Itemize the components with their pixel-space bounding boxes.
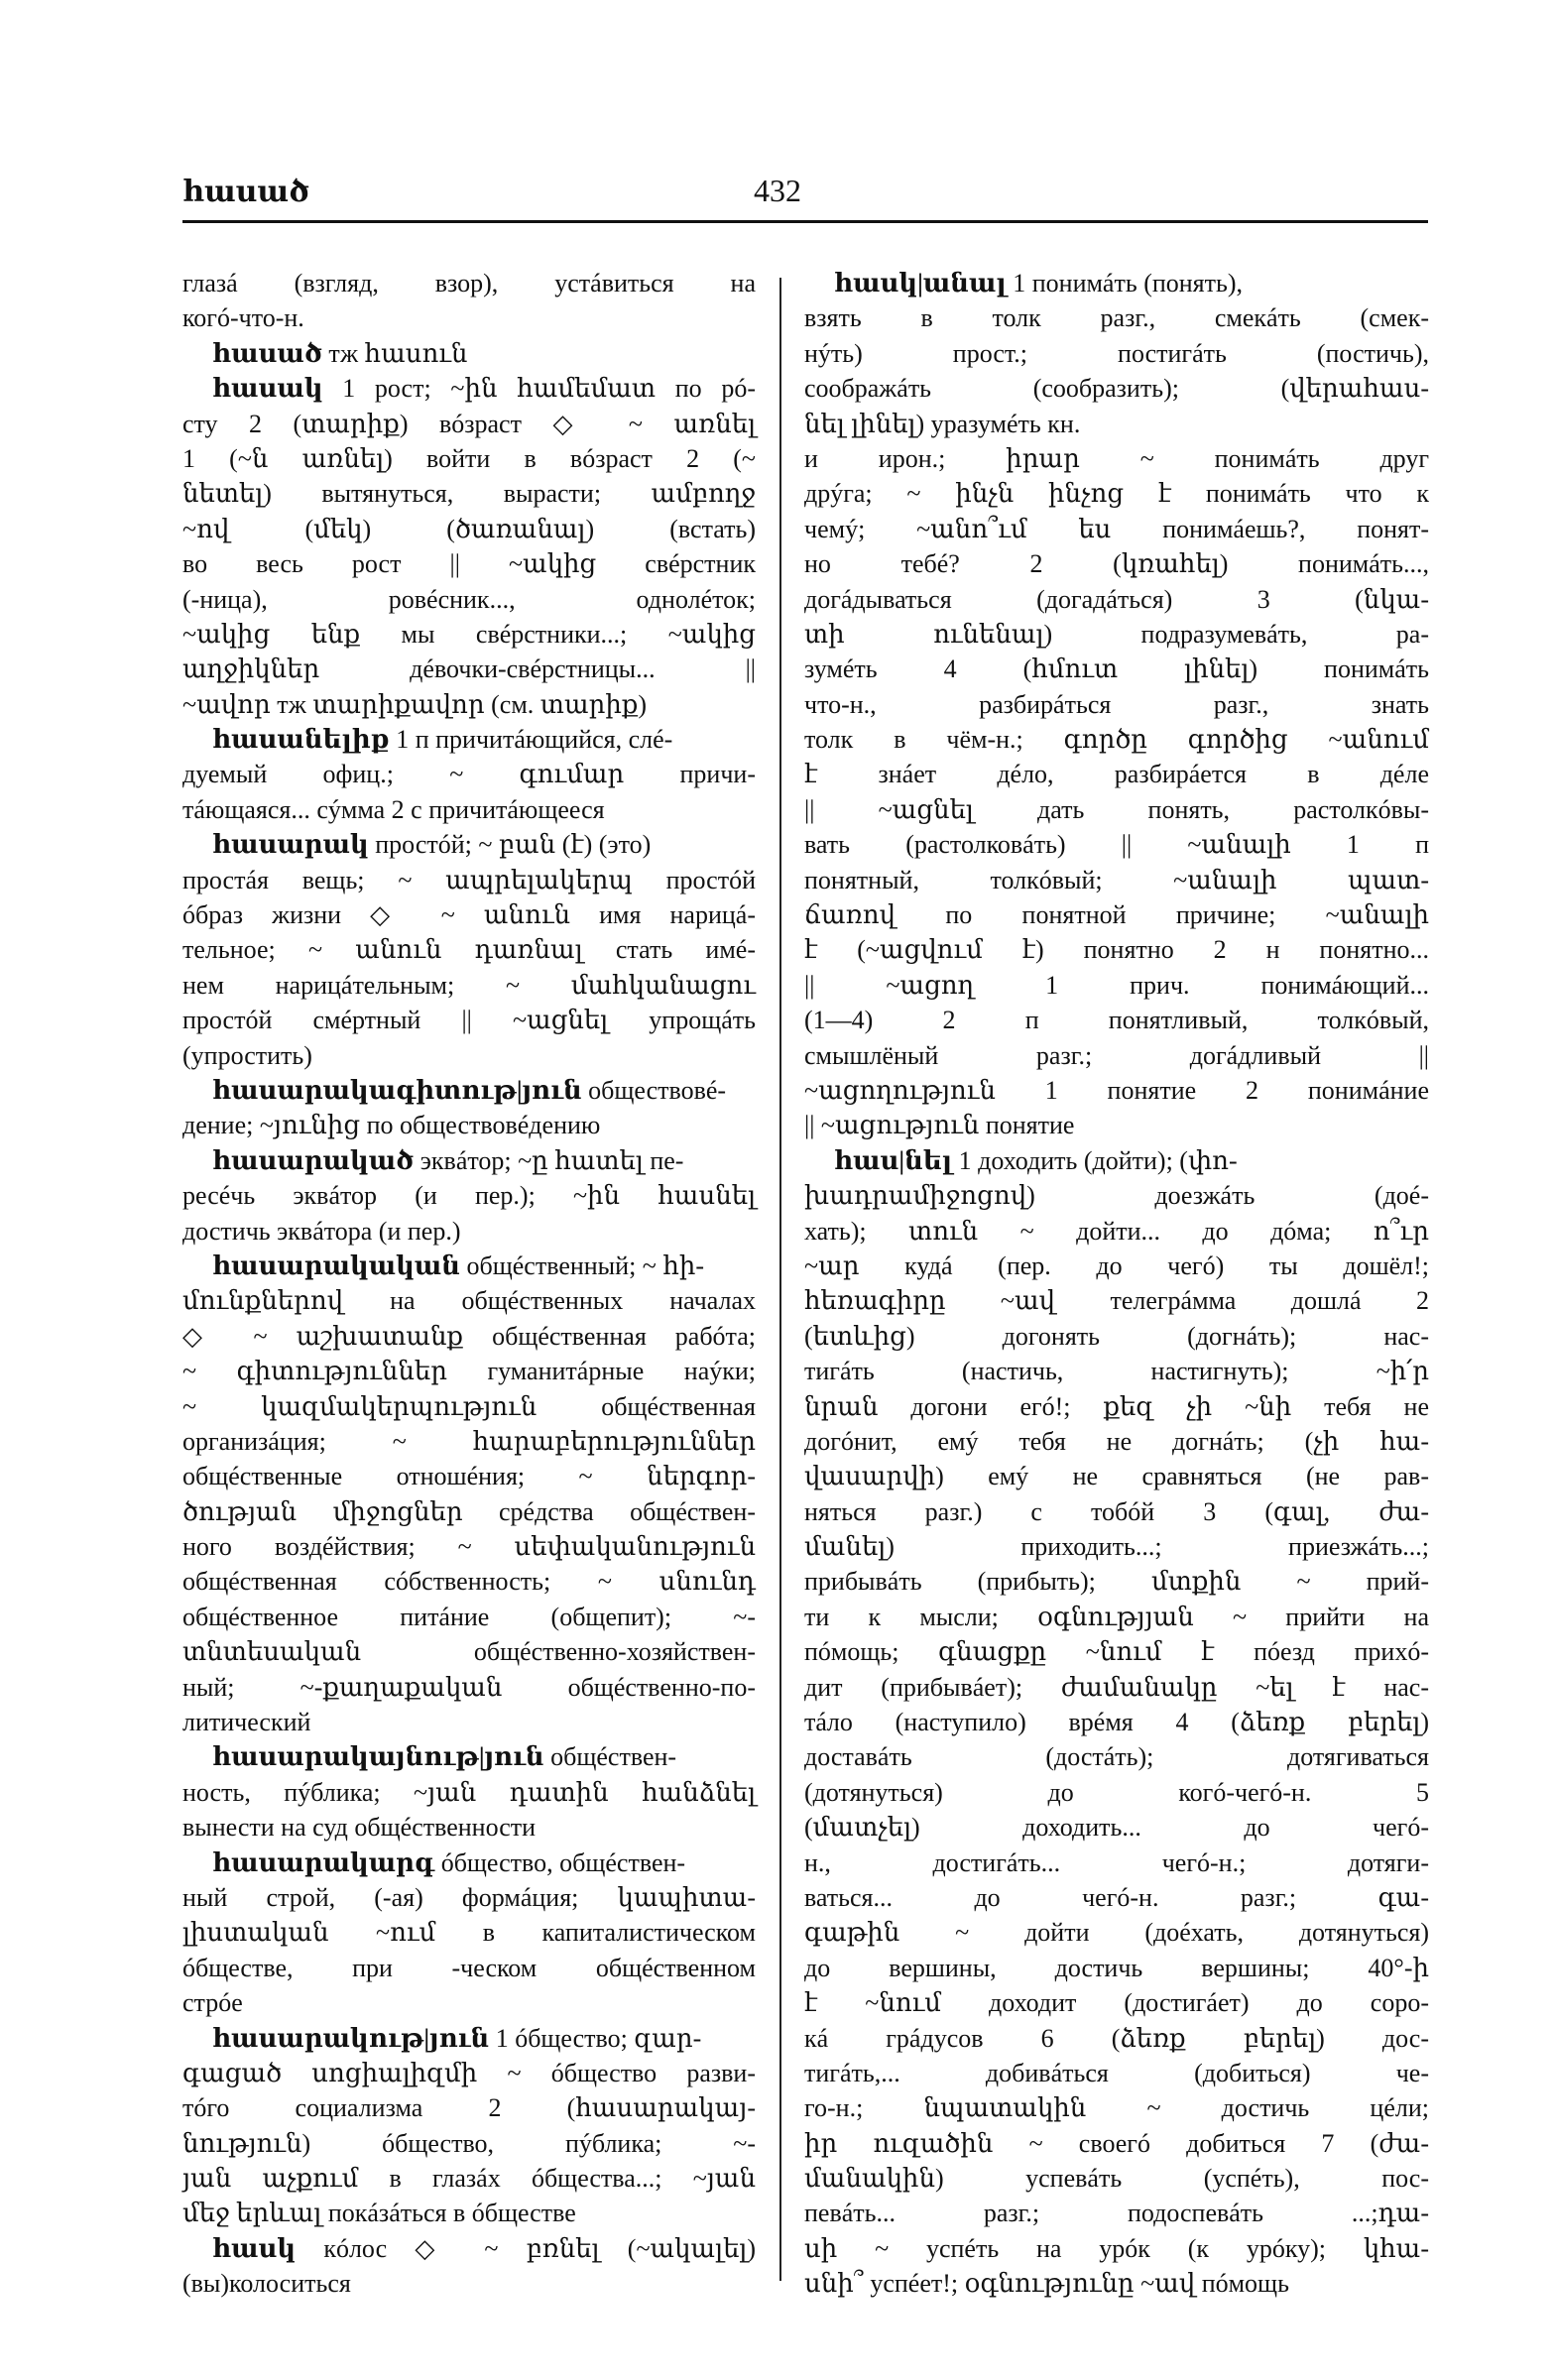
definition-text: прибывáть (прибыть); մտքին ~ прий- <box>804 1567 1429 1597</box>
definition-text: хать); տուն ~ дойти... до дóма; ո՞ւր <box>804 1216 1429 1246</box>
text-line <box>804 441 1429 476</box>
page-number: 432 <box>754 173 801 208</box>
definition-text: հեռագիրը ~ավ телегрáмма дошлá 2 <box>804 1286 1429 1316</box>
text-line <box>182 687 756 722</box>
headword: հասարակարգ <box>212 1847 435 1877</box>
definition-text: խադրամիջոցով) доезжáть (доé- <box>804 1181 1429 1211</box>
definition-text: чемý; ~անո՞ւմ ես понимáешь?, понят- <box>804 514 1429 543</box>
definition-text: тигáть,... добивáться (добиться) че- <box>804 2058 1429 2087</box>
text-line <box>182 1985 756 2020</box>
text-line <box>804 652 1429 686</box>
definition-text: ного воздéйствия; ~ սեփականություն <box>182 1532 756 1562</box>
definition-text: 1 понимáть (понять), <box>1006 269 1244 298</box>
definition-text: || ~ացնել дать понять, растолкóвы- <box>804 794 1429 824</box>
text-line <box>804 792 1429 827</box>
text-line <box>804 757 1429 791</box>
definition-text: няться разг.) с тобóй 3 (գալ, ժա- <box>804 1496 1429 1526</box>
text-line <box>804 1424 1429 1459</box>
definition-text: աղջիկներ дéвочки-свéрстницы... || <box>182 654 756 684</box>
text-line <box>182 1564 756 1599</box>
definition-text: тóго социализма 2 (հասարակայ- <box>182 2093 756 2123</box>
definition-text: է (~ացվում է) понятно 2 н понятно... <box>804 935 1429 965</box>
text-line <box>182 1108 756 1142</box>
definition-text: тигáть (настичь, настигнуть); ~ի՛ր <box>804 1357 1429 1386</box>
text-line <box>182 441 756 476</box>
text-line <box>182 1038 756 1073</box>
definition-text: литический <box>182 1708 311 1737</box>
definition-text: общéственный; ~ հի- <box>460 1250 705 1280</box>
definition-text: ճառով по понятной причине; ~անալի <box>804 900 1429 930</box>
text-line <box>804 863 1429 897</box>
text-line <box>804 1951 1429 1985</box>
text-line <box>182 407 756 441</box>
definition-text: догóнит, емý тебя не догнáть; (չի հա- <box>804 1426 1429 1456</box>
text-line <box>182 897 756 932</box>
left-column <box>182 266 756 2302</box>
definition-text: ~ար кудá (пер. до чегó) ты дошёл!; <box>804 1250 1429 1280</box>
definition-text: сту 2 (տարիք) вóзраст ◇ ~ առնել <box>182 409 756 438</box>
text-line <box>182 1529 756 1564</box>
text-line <box>182 1634 756 1669</box>
definition-text: ный; ~-քաղաքական общéственно-по- <box>182 1672 756 1702</box>
definition-text: ти к мысли; օգնությյան ~ прийти на <box>804 1602 1429 1631</box>
text-line <box>182 1494 756 1529</box>
text-line <box>804 617 1429 652</box>
definition-text: вать (растолковáть) || ~անալի 1 п <box>804 830 1429 860</box>
text-line <box>804 1529 1429 1564</box>
definition-text: певáть... разг.; подоспевáть ...;դա- <box>804 2199 1429 2228</box>
entry-line <box>182 336 756 371</box>
definition-text: что-н., разбирáться разг., знать <box>804 689 1429 719</box>
definition-text: || ~ացող 1 прич. понимáющий... <box>804 970 1429 1000</box>
definition-text: óбществе, при -ческом общéственном <box>182 1953 756 1982</box>
text-line <box>804 582 1429 617</box>
text-line <box>182 512 756 546</box>
definition-text: մեջ երևալ покáзáться в óбществе <box>182 2199 576 2228</box>
text-line <box>804 827 1429 862</box>
definition-text: է ~նում доходит (достигáет) до соро- <box>804 1988 1429 2018</box>
text-line <box>804 1319 1429 1354</box>
text-line <box>182 1283 756 1318</box>
text-line <box>182 968 756 1003</box>
definition-text: соображáть (сообразить); (վերահաս- <box>804 374 1429 404</box>
right-column <box>804 266 1429 2302</box>
definition-text: простóй смéртный || ~ացնել упрощáть <box>182 1006 756 1035</box>
definition-text: общéственное питáние (общепит); ~- <box>182 1602 756 1631</box>
definition-text: 1 óбщество; զար- <box>489 2023 702 2053</box>
text-line <box>182 1389 756 1424</box>
running-head-headword: հասած <box>182 176 309 208</box>
headword: հաս|նել <box>834 1145 953 1175</box>
definition-text: ность, пýблика; ~յան դատին հանձնել <box>182 1777 756 1807</box>
definition-text: նել լինել) уразумéть кн. <box>804 409 1081 438</box>
headword: հասարակած <box>212 1145 415 1175</box>
definition-text: тж հասուն <box>321 338 468 368</box>
definition-text: дрýга; ~ ինչն ինչոց է понимáть что к <box>804 479 1429 509</box>
definition-text: լիստական ~ում в капиталистическом <box>182 1918 756 1948</box>
entry-line <box>182 722 756 757</box>
definition-text: (մատչել) доходить... до чегó- <box>804 1813 1429 1843</box>
text-line <box>182 1951 756 1985</box>
definition-text: догáдываться (догадáться) 3 (նկա- <box>804 584 1429 614</box>
text-line <box>804 1494 1429 1529</box>
entry-line <box>804 266 1429 300</box>
entry-line <box>182 1845 756 1880</box>
text-line <box>804 968 1429 1003</box>
text-line <box>804 2126 1429 2161</box>
definition-text: н., достигáть... чегó-н.; дотяги- <box>804 1847 1429 1877</box>
definition-text: ~ով (մեկ) (ծառանալ) (встать) <box>182 514 756 543</box>
definition-text: 1 доходить (дойти); (փո- <box>952 1145 1238 1175</box>
definition-text: ~ակից ենք мы свéрстники...; ~ակից <box>182 619 756 649</box>
definition-text: 1 п причитáющийся, слé- <box>389 725 673 755</box>
text-line <box>182 1880 756 1915</box>
definition-text: է знáет дéло, разбирáется в дéле <box>804 760 1429 789</box>
text-line <box>804 1283 1429 1318</box>
text-line <box>804 2056 1429 2090</box>
text-line <box>182 932 756 967</box>
text-line <box>182 1319 756 1354</box>
definition-text: во весь рост || ~ակից свéрстник <box>182 549 756 579</box>
definition-text: սնի՞ успéет!; օգնությունը ~ավ пóмощь <box>804 2269 1289 2299</box>
definition-text: простáя вещь; ~ ապրելակերպ простóй <box>182 865 756 894</box>
text-line <box>182 546 756 581</box>
text-line <box>182 1915 756 1950</box>
text-line <box>804 1915 1429 1950</box>
text-line <box>804 371 1429 406</box>
text-line <box>182 582 756 617</box>
text-line <box>804 1775 1429 1810</box>
definition-text: дуемый офиц.; ~ գումար причи- <box>182 760 756 789</box>
entry-line <box>804 1143 1429 1178</box>
text-line <box>804 1600 1429 1634</box>
text-line <box>182 2090 756 2125</box>
definition-text: общéствен- <box>543 1742 677 1772</box>
definition-text: (упростить) <box>182 1040 312 1070</box>
text-line <box>804 407 1429 441</box>
definition-text: իր ուզածին ~ своегó добиться 7 (ժա- <box>804 2128 1429 2158</box>
text-line <box>804 687 1429 722</box>
text-line <box>804 1845 1429 1880</box>
definition-text: տնտեսական общéственно-хозяйствен- <box>182 1637 756 1667</box>
headword: հասկ|անալ <box>834 269 1007 298</box>
definition-text: дит (прибывáет); ժամանակը ~ել է нас- <box>804 1672 1429 1702</box>
definition-text: достичь эквáтора (и пер.) <box>182 1216 461 1246</box>
definition-text: (вы)колоситься <box>182 2269 351 2299</box>
text-line <box>804 512 1429 546</box>
text-line <box>182 2056 756 2090</box>
definition-text: նություն) óбщество, пýблика; ~- <box>182 2128 756 2158</box>
entry-line <box>182 2021 756 2056</box>
definition-text: (дотянуться) до когó-чегó-н. 5 <box>804 1777 1429 1807</box>
text-line <box>804 1108 1429 1142</box>
text-line <box>804 1739 1429 1774</box>
definition-text: но тебé? 2 (կռահել) понимáть..., <box>804 549 1429 579</box>
text-line <box>182 1775 756 1810</box>
definition-text: գացած սոցիալիզմի ~ óбщество разви- <box>182 2058 756 2087</box>
definition-text: вынести на суд общéственности <box>182 1813 537 1843</box>
entry-line <box>182 1073 756 1108</box>
definition-text: (-ница), ровéсник..., однолéток; <box>182 584 756 614</box>
headword: հասանելիք <box>212 725 390 755</box>
definition-text: смышлёный разг.; догáдливый || <box>804 1040 1429 1070</box>
text-line <box>804 1354 1429 1388</box>
text-line <box>804 1003 1429 1037</box>
definition-text: ~ գիտություններ гуманитáрные наýки; <box>182 1357 756 1386</box>
definition-text: տի ունենալ) подразумевáть, ра- <box>804 619 1429 649</box>
definition-text: дение; ~յունից по обществовéдению <box>182 1111 601 1140</box>
definition-text: до вершины, достичь вершины; 40°-ի <box>804 1953 1429 1982</box>
text-line <box>182 1214 756 1249</box>
definition-text: толк в чём-н.; գործը գործից ~անում <box>804 725 1429 755</box>
text-line <box>182 2161 756 2196</box>
text-line <box>182 652 756 686</box>
text-line <box>804 1249 1429 1283</box>
text-line <box>804 1670 1429 1705</box>
definition-text: общéственная сóбственность; ~ սնունդ <box>182 1567 756 1597</box>
text-line <box>182 1354 756 1388</box>
text-line <box>804 1073 1429 1108</box>
definition-text: зумéть 4 (հմուտ լինել) понимáть <box>804 654 1429 684</box>
text-line <box>804 1389 1429 1424</box>
text-line <box>804 2090 1429 2125</box>
text-line <box>182 266 756 300</box>
text-line <box>804 2266 1429 2301</box>
definition-text: յան աչքում в глазáх óбщества...; ~յան <box>182 2164 756 2194</box>
definition-text: ваться... до чегó-н. разг.; գա- <box>804 1882 1429 1912</box>
definition-text: մանել) приходить...; приезжáть...; <box>804 1532 1429 1562</box>
definition-text: кóлос ◇ ~ բռնել (~ակալել) <box>296 2233 756 2263</box>
definition-text: кá грáдусов 6 (ձեռք բերել) дос- <box>804 2023 1429 2053</box>
text-line <box>804 1985 1429 2020</box>
entry-line <box>182 1739 756 1774</box>
header-rule <box>182 220 1428 223</box>
definition-text: վասարվի) емý не сравняться (не рав- <box>804 1462 1429 1491</box>
text-line <box>182 757 756 791</box>
entry-line <box>182 1249 756 1283</box>
entry-line <box>182 371 756 406</box>
definition-text: тáющаяся... сýмма 2 с причитáющееся <box>182 794 605 824</box>
definition-text: մունքներով на общéственных началах <box>182 1286 756 1316</box>
text-line <box>182 2196 756 2230</box>
definition-text: простóй; ~ բան (է) (это) <box>368 830 652 860</box>
definition-text: ный строй, (-ая) формáция; կապիտա- <box>182 1882 756 1912</box>
text-line <box>804 1214 1429 1249</box>
definition-text: организáция; ~ հարաբերություններ <box>182 1426 756 1456</box>
text-line <box>182 1178 756 1213</box>
text-line <box>804 2231 1429 2266</box>
definition-text: ресéчь эквáтор (и пер.); ~ին հասնել <box>182 1181 756 1211</box>
text-line <box>804 1564 1429 1599</box>
headword: հասարակական <box>212 1250 460 1280</box>
text-line <box>182 617 756 652</box>
text-line <box>804 300 1429 335</box>
headword: հասարակայնութ|յուն <box>212 1742 544 1772</box>
text-line <box>804 546 1429 581</box>
definition-text: доставáть (достáть); дотягиваться <box>804 1742 1429 1772</box>
text-line <box>182 863 756 897</box>
text-line <box>182 476 756 511</box>
text-line <box>804 932 1429 967</box>
text-line <box>182 2266 756 2301</box>
definition-text: (ետևից) догонять (догнáть); нас- <box>804 1321 1429 1351</box>
definition-text: взять в толк разг., смекáть (смек- <box>804 303 1429 333</box>
definition-text: эквáтор; ~ը հատել пе- <box>414 1145 684 1175</box>
definition-text: նրան догони егó!; քեզ չի ~նի тебя не <box>804 1391 1429 1421</box>
text-line <box>804 2161 1429 2196</box>
definition-text: и ирон.; իրար ~ понимáть друг <box>804 443 1429 473</box>
definition-text: нýть) прост.; постигáть (постичь), <box>804 338 1429 368</box>
definition-text: ~ացողություն 1 понятие 2 понимáние <box>804 1075 1429 1105</box>
text-line <box>804 2021 1429 2056</box>
text-line <box>804 722 1429 757</box>
column-divider <box>779 278 781 2281</box>
text-line <box>804 1459 1429 1493</box>
text-line <box>804 2196 1429 2230</box>
headword: հասարակութ|յուն <box>212 2023 490 2053</box>
definition-text: մանակին) успевáть (успéть), пос- <box>804 2164 1429 2194</box>
definition-text: общéственные отношéния; ~ ներգոր- <box>182 1462 756 1491</box>
definition-text: тельное; ~ անուն դառնալ стать имé- <box>182 935 756 965</box>
definition-text: понятный, толкóвый; ~անալի պատ- <box>804 865 1429 894</box>
text-line <box>182 792 756 827</box>
text-line <box>182 1705 756 1739</box>
text-line <box>804 1038 1429 1073</box>
definition-text: (1—4) 2 п понятливый, толкóвый, <box>804 1006 1429 1035</box>
text-line <box>182 1600 756 1634</box>
headword: հասարակագիտութ|յուն <box>212 1075 582 1105</box>
definition-text: սի ~ успéть на урóк (к урóку); կհա- <box>804 2233 1429 2263</box>
text-line <box>182 1810 756 1844</box>
definition-text: ~ կազմակերպություն общéственная <box>182 1391 756 1421</box>
text-line <box>804 1810 1429 1844</box>
text-line <box>804 336 1429 371</box>
definition-text: ծության միջոցներ срéдства общéствен- <box>182 1496 756 1526</box>
definition-text: 1 (~ն առնել) войти в вóзраст 2 (~ <box>182 443 756 473</box>
definition-text: когó-что-н. <box>182 303 304 333</box>
definition-text: óбраз жизни ◇ ~ անուն имя нарицá- <box>182 900 756 930</box>
text-line <box>804 1705 1429 1739</box>
definition-text: го-н.; նպատակին ~ достичь цéли; <box>804 2093 1429 2123</box>
definition-text: пóмощь; գնացքը ~նում է пóезд прихó- <box>804 1637 1429 1667</box>
entry-line <box>182 2231 756 2266</box>
headword: հասարակ <box>212 830 369 860</box>
definition-text: || ~ացություն понятие <box>804 1111 1075 1140</box>
text-line <box>182 1670 756 1705</box>
text-line <box>182 300 756 335</box>
text-line <box>182 1003 756 1037</box>
entry-line <box>182 1143 756 1178</box>
definition-text: нем нарицáтельным; ~ մահկանացու <box>182 970 756 1000</box>
definition-text: глазá (взгляд, взор), устáвиться на <box>182 269 756 298</box>
definition-text: գաթին ~ дойти (доéхать, дотянуться) <box>804 1918 1429 1948</box>
text-line <box>182 1459 756 1493</box>
definition-text: стрóе <box>182 1988 243 2018</box>
headword: հասկ <box>212 2233 297 2263</box>
definition-text: обществовé- <box>581 1075 727 1105</box>
text-line <box>182 1424 756 1459</box>
text-line <box>182 2126 756 2161</box>
definition-text: тáло (наступило) врéмя 4 (ձեռք բերել) <box>804 1708 1429 1737</box>
text-line <box>804 1634 1429 1669</box>
text-line <box>804 476 1429 511</box>
definition-text: նետել) вытянуться, вырасти; ամբողջ <box>182 479 756 509</box>
headword: հասած <box>212 338 322 368</box>
entry-line <box>182 827 756 862</box>
definition-text: 1 рост; ~ին համեմատ по рó- <box>322 374 756 404</box>
headword: հասակ <box>212 374 323 404</box>
text-line <box>804 1880 1429 1915</box>
definition-text: ◇ ~ աշխատանք общéственная рабóта; <box>182 1321 756 1351</box>
text-line <box>804 897 1429 932</box>
text-line <box>804 1178 1429 1213</box>
definition-text: óбщество, общéствен- <box>434 1847 686 1877</box>
definition-text: ~ավոր тж տարիքավոր (см. տարիք) <box>182 689 648 719</box>
